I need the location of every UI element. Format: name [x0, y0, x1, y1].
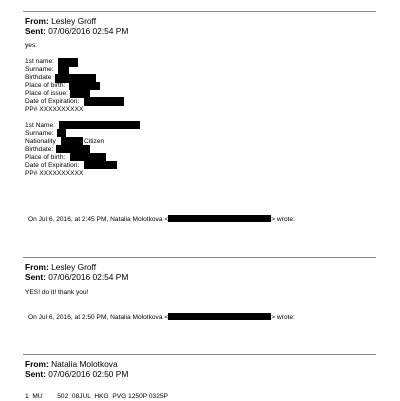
quote-suffix: > wrote: [271, 216, 295, 223]
flight-itinerary-line: 1 MU 502 08JUL HKG PVG 1250P 0325P [25, 393, 168, 400]
redaction-box [57, 129, 66, 137]
quote-prefix: On Jul 6, 2016, at 2:45 PM, Natalia Molotkova < [28, 216, 169, 223]
separator-rule [23, 257, 376, 258]
from-label: From: [25, 16, 49, 26]
redaction-box [84, 97, 124, 106]
field-label: Surname: [25, 130, 54, 137]
separator-rule [23, 11, 376, 12]
quote-prefix: On Jul 6, 2016, at 2:50 PM, Natalia Molotkova < [28, 314, 169, 321]
body-text: yes: [25, 42, 38, 49]
sent-line [25, 27, 128, 35]
field-label: Place of birth: [25, 82, 66, 89]
field-label: Date of Expiration: [25, 98, 80, 105]
field-label: Place of birth: [25, 154, 66, 161]
sent-value: 07/06/2016 02:50 PM [48, 369, 129, 379]
from-line [25, 263, 96, 271]
field-label: 1st Name: [25, 122, 56, 129]
field-label: PP# XXXXXXXXXX [25, 170, 84, 177]
redaction-box [84, 161, 117, 169]
from-line [25, 17, 96, 25]
separator-rule [23, 354, 376, 355]
redaction-box [69, 82, 100, 90]
field-label: Citizen [84, 138, 105, 145]
from-line [25, 360, 118, 368]
field-label: Place of issue: [25, 90, 68, 97]
quote-suffix: > wrote: [271, 314, 295, 321]
field-label: 1st name: [25, 58, 54, 65]
sent-label: Sent: [25, 369, 46, 379]
from-value: Lesley Groff [51, 262, 97, 272]
sent-value: 07/06/2016 02:54 PM [48, 272, 129, 282]
redaction-box [70, 153, 106, 161]
redaction-box [61, 137, 83, 145]
sent-label: Sent: [25, 272, 46, 282]
sent-line [25, 370, 128, 378]
sent-value: 07/06/2016 02:54 PM [48, 26, 129, 36]
redacted-email [168, 313, 271, 320]
quote-line [28, 215, 295, 224]
sent-line [25, 273, 128, 281]
redaction-box [56, 145, 90, 153]
field-label: Birthdate [25, 74, 52, 81]
sent-label: Sent: [25, 26, 46, 36]
redaction-box [58, 66, 69, 74]
field-label: Surname: [25, 66, 54, 73]
redacted-email [168, 215, 271, 222]
from-value: Lesley Groff [51, 16, 97, 26]
body-text: YES! do it! thank you! [25, 289, 89, 296]
field-label: Date of Expiration: [25, 162, 80, 169]
redaction-box [59, 121, 140, 129]
from-label: From: [25, 359, 49, 369]
from-label: From: [25, 262, 49, 272]
field-label: Birthdate: [25, 146, 54, 153]
field-label: Nationality [25, 138, 56, 145]
field-label: PP# XXXXXXXXXX [25, 106, 84, 113]
quote-line [28, 313, 295, 322]
from-value: Natalia Molotkova [51, 359, 118, 369]
